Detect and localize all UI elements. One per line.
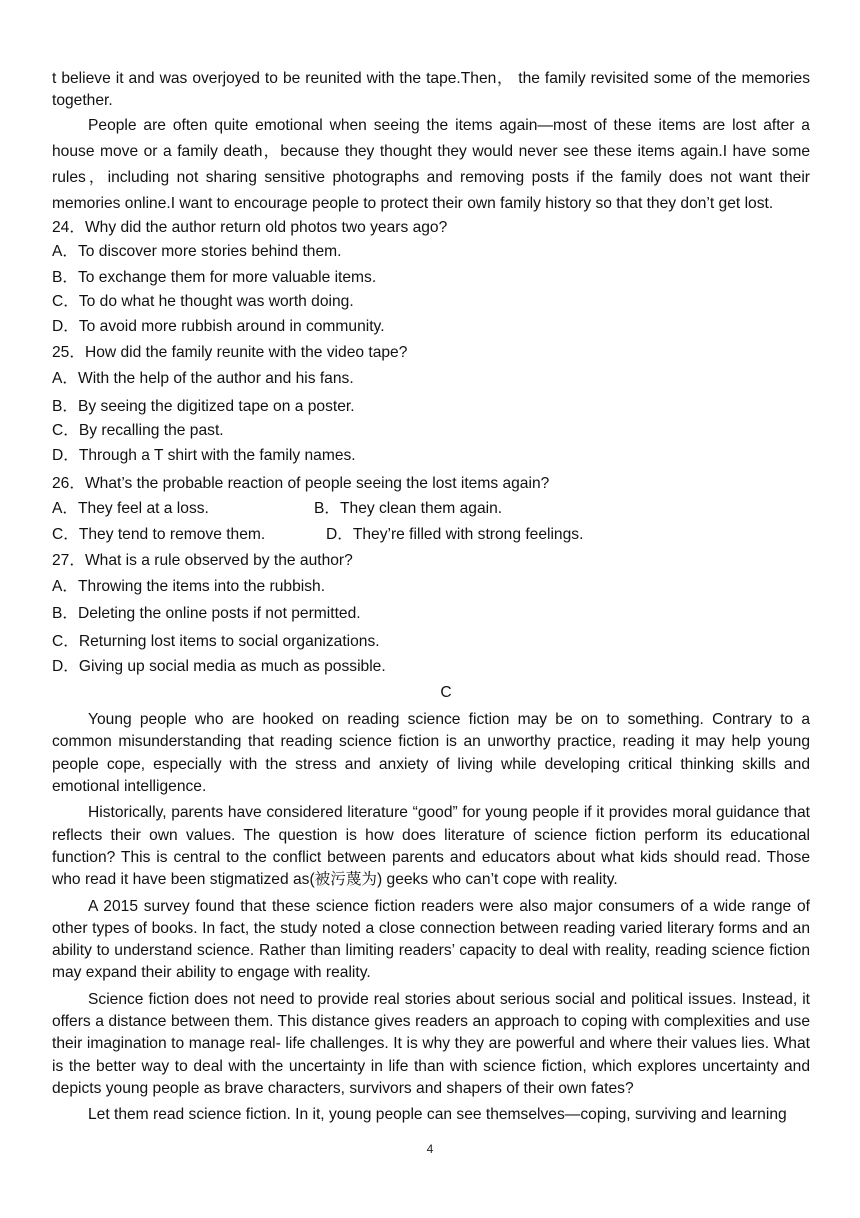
option-b: B．By seeing the digitized tape on a poster.	[52, 398, 355, 416]
question-25	[52, 341, 810, 471]
option-a: A．They feel at a loss.	[52, 500, 209, 518]
option-row	[52, 497, 810, 521]
option-c: C．They tend to remove them.	[52, 526, 266, 544]
option-c: C．Returning lost items to social organizations.	[52, 633, 380, 651]
question-27	[52, 549, 810, 677]
option-d: D．Giving up social media as much as possible.	[52, 658, 386, 676]
section-c-paragraph-2: Historically, parents have considered literature “good” for young people if it provides moral guidance that reflects their own values. The question is how does literature of science fiction perform its educational function? This is central to the conflict between parents and educators about what kids should read. Those who read it have been stigmatized as(被污蔑为) geeks who can’t cope with reality.	[52, 804, 810, 889]
passage-b-paragraph-2: People are often quite emotional when seeing the items again—most of these items are lost after a house move or a family death，because they thought they would never see these items again.I have some rules，including not sharing sensitive photographs and removing posts if the family does not want their memories online.I want to encourage people to protect their own family history so that they don’t get lost.	[52, 116, 810, 212]
page-number: 4	[426, 1142, 434, 1156]
question-stem: 26．What’s the probable reaction of people seeing the lost items again?	[52, 475, 550, 493]
option-row	[52, 521, 810, 549]
passage-b-paragraph-1: t believe it and was overjoyed to be reunited with the tape.Then， the family revisited some of the memories together.	[52, 70, 810, 110]
section-c-paragraph-3: A 2015 survey found that these science fiction readers were also major consumers of a wide range of other types of books. In fact, the study noted a close connection between reading varied literary forms and an ability to understand science. Rather than limiting readers’ capacity to deal with reality, reading science fiction may expand their ability to engage with reality.	[52, 897, 810, 982]
section-c-paragraph-5: Let them read science fiction. In it, young people can see themselves—coping, surviving and learning	[88, 1106, 787, 1124]
option-b: B．They clean them again.	[314, 500, 503, 518]
question-stem: 25．How did the family reunite with the video tape?	[52, 344, 408, 362]
option-c: C．By recalling the past.	[52, 422, 224, 440]
option-c: C．To do what he thought was worth doing.	[52, 292, 354, 310]
option-b: B．To exchange them for more valuable items.	[52, 268, 377, 286]
section-c-paragraph-1: Young people who are hooked on reading science fiction may be on to something. Contrary to a common misunderstanding that reading science fiction is an unworthy practice, reading it may help young people cope, especially with the stress and anxiety of living while developing critical thinking skills and emotional intelligence.	[52, 711, 810, 796]
option-a: A．With the help of the author and his fans.	[52, 370, 354, 388]
option-d: D．They’re filled with strong feelings.	[326, 526, 584, 544]
option-d: D．To avoid more rubbish around in community.	[52, 318, 385, 336]
document-page	[52, 68, 810, 1127]
option-d: D．Through a T shirt with the family names.	[52, 447, 356, 465]
option-a: A．Throwing the items into the rubbish.	[52, 578, 326, 596]
section-heading-c: C	[440, 684, 452, 702]
question-stem: 24．Why did the author return old photos two years ago?	[52, 218, 448, 236]
section-c-paragraph-4: Science fiction does not need to provide real stories about serious social and political issues. Instead, it offers a distance between them. This distance gives readers an approach to coping with complexities and use their imagination to manage real- life challenges. It is why they are powerful and where their values lies. What is the better way to deal with the uncertainty in life than with science fiction, which explores uncertainty and depicts young people as brave characters, survivors and shapers of their own fates?	[52, 990, 810, 1097]
question-26	[52, 471, 810, 549]
question-24	[52, 217, 810, 342]
question-stem: 27．What is a rule observed by the author?	[52, 552, 353, 570]
option-a: A．To discover more stories behind them.	[52, 242, 342, 260]
option-b: B．Deleting the online posts if not permitted.	[52, 605, 361, 623]
